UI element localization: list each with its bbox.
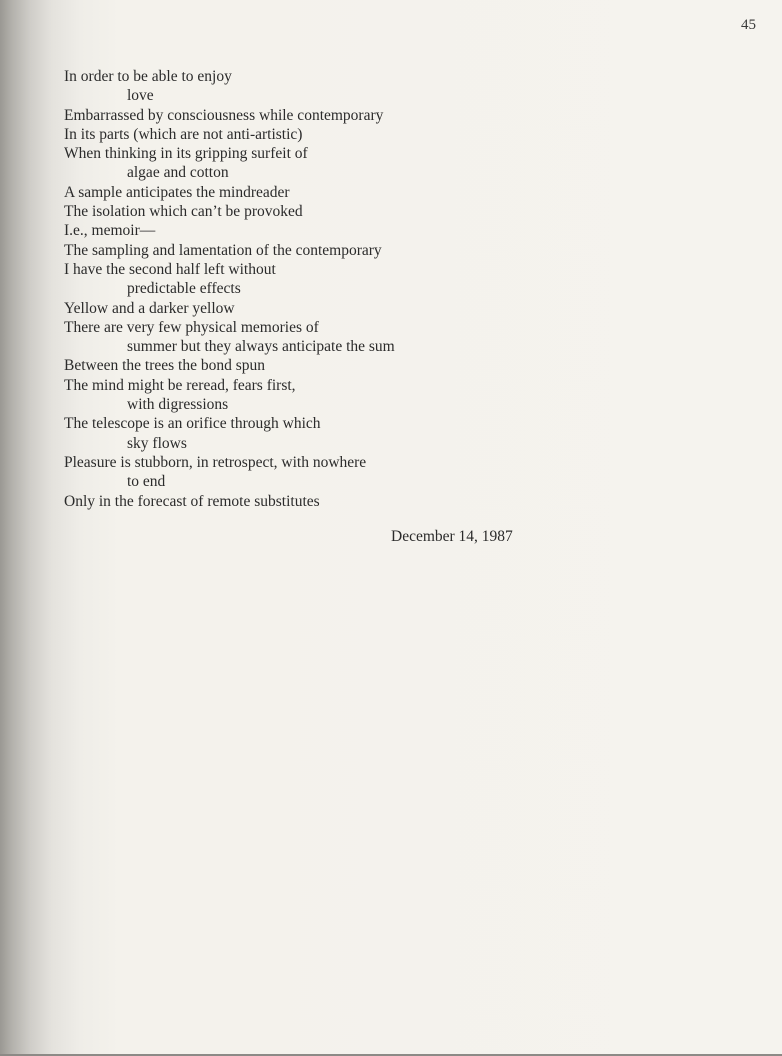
poem-body <box>64 67 704 511</box>
poem-line: In its parts (which are not anti-artistic) <box>64 125 303 143</box>
poem-line: I.e., memoir— <box>64 222 156 240</box>
poem-line: Embarrassed by consciousness while contemporary <box>64 106 384 124</box>
poem-line: I have the second half left without <box>64 260 276 278</box>
poem-line: algae and cotton <box>127 164 229 182</box>
poem-line: summer but they always anticipate the sum <box>127 338 395 356</box>
poem-line: love <box>127 87 154 105</box>
poem-line: The mind might be reread, fears first, <box>64 376 296 394</box>
poem-line: with digressions <box>127 396 229 414</box>
poem-line: There are very few physical memories of <box>64 318 319 336</box>
poem-line: The telescope is an orifice through which <box>64 415 321 433</box>
poem-line: The isolation which can’t be provoked <box>64 203 303 221</box>
poem-line: When thinking in its gripping surfeit of <box>64 145 308 163</box>
poem-line: predictable effects <box>127 280 241 298</box>
poem-date: December 14, 1987 <box>391 528 513 545</box>
poem-line: A sample anticipates the mindreader <box>64 183 290 201</box>
poem-line: to end <box>127 473 166 491</box>
poem-line: The sampling and lamentation of the contemporary <box>64 241 382 259</box>
page-number: 45 <box>741 17 756 33</box>
poem-line: Yellow and a darker yellow <box>64 299 235 317</box>
poem-line: Only in the forecast of remote substitutes <box>64 492 320 510</box>
poem-line: sky flows <box>127 434 187 452</box>
poem-line: Pleasure is stubborn, in retrospect, with nowhere <box>64 453 367 471</box>
poem-line: In order to be able to enjoy <box>64 68 232 85</box>
poem-line: Between the trees the bond spun <box>64 357 266 375</box>
